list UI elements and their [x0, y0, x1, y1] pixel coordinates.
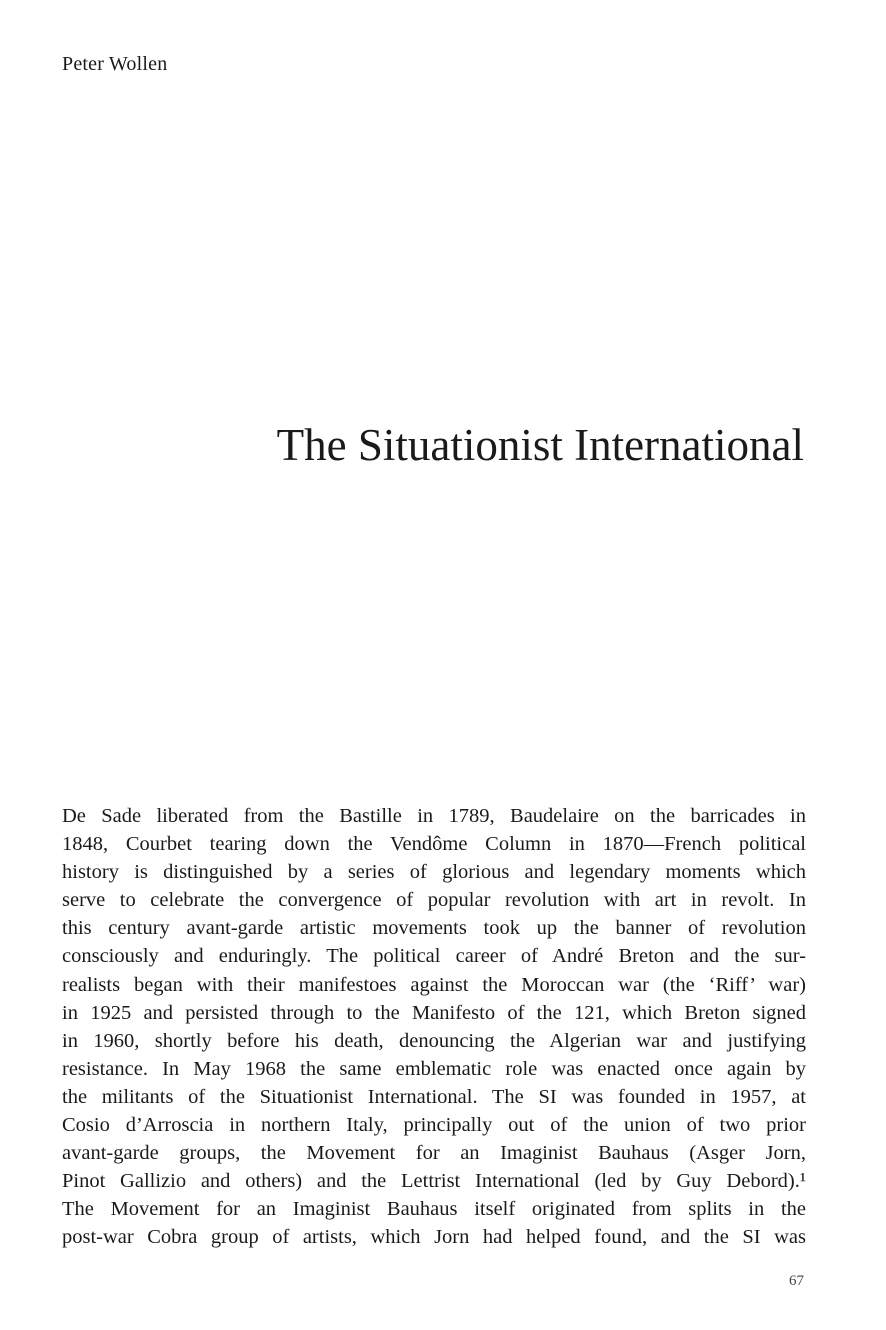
body-line: serve to celebrate the convergence of popular revolution with art in revolt. In [62, 889, 806, 912]
page-number: 67 [789, 1273, 804, 1289]
body-line: resistance. In May 1968 the same emblematic role was enacted once again by [62, 1057, 806, 1080]
body-line: history is distinguished by a series of glorious and legendary moments which [62, 861, 806, 884]
body-line: The Movement for an Imaginist Bauhaus itself originated from splits in the [62, 1198, 806, 1221]
body-line: post-war Cobra group of artists, which Jorn had helped found, and the SI was [62, 1226, 806, 1249]
body-line: Cosio d’Arroscia in northern Italy, principally out of the union of two prior [62, 1114, 806, 1137]
body-line: consciously and enduringly. The political career of André Breton and the sur- [62, 945, 806, 968]
body-line: the militants of the Situationist International. The SI was founded in 1957, at [62, 1085, 806, 1108]
body-line: this century avant-garde artistic movements took up the banner of revolution [62, 917, 806, 940]
body-line: in 1960, shortly before his death, denouncing the Algerian war and justifying [62, 1029, 806, 1052]
chapter-title: The Situationist International [276, 420, 804, 470]
body-line: 1848, Courbet tearing down the Vendôme Column in 1870—French political [62, 833, 806, 856]
body-line: realists began with their manifestoes against the Moroccan war (the ‘Riff’ war) [62, 973, 806, 996]
body-line: Pinot Gallizio and others) and the Lettrist International (led by Guy Debord).¹ [62, 1170, 806, 1193]
body-line: in 1925 and persisted through to the Manifesto of the 121, which Breton signed [62, 1001, 806, 1024]
running-head-author: Peter Wollen [62, 53, 168, 75]
body-text [62, 802, 806, 1252]
body-line: avant-garde groups, the Movement for an Imaginist Bauhaus (Asger Jorn, [62, 1142, 806, 1165]
body-line: De Sade liberated from the Bastille in 1789, Baudelaire on the barricades in [62, 805, 806, 827]
